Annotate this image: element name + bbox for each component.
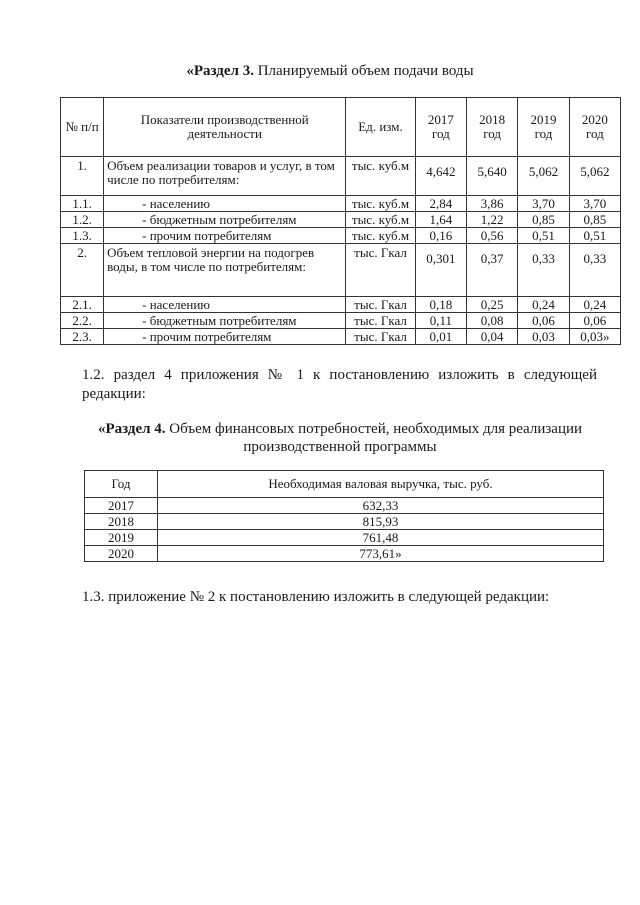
col-header-num: № п/п	[61, 98, 104, 157]
row-value-2017: 0,18	[415, 297, 466, 313]
row-value-2019: 0,06	[518, 313, 569, 329]
row-revenue: 815,93	[158, 514, 604, 530]
section3-title-rest: Планируемый объем подачи воды	[253, 63, 474, 79]
paragraph-1-3: 1.3. приложение № 2 к постановлению изложить в следующей редакции:	[82, 589, 550, 605]
row-name: - бюджетным потребителям	[104, 313, 346, 329]
row-value-2019: 5,062	[518, 157, 569, 196]
row-unit: тыс. Гкал	[346, 313, 415, 329]
row-year: 2019	[85, 530, 158, 546]
row-value-2020: 0,51	[569, 228, 620, 244]
row-value-2017: 4,642	[415, 157, 466, 196]
col-header-2018: 2018 год	[467, 98, 518, 157]
row-value-2020: 0,33	[569, 244, 620, 297]
col-header-year: Год	[85, 471, 158, 498]
row-value-2018: 1,22	[467, 212, 518, 228]
row-value-2017: 0,01	[415, 329, 466, 345]
row-unit: тыс. Гкал	[346, 297, 415, 313]
row-value-2019: 0,85	[518, 212, 569, 228]
row-unit: тыс. куб.м	[346, 212, 415, 228]
section4-title-rest: Объем финансовых потребностей, необходимых для реализации производственной программы	[165, 421, 583, 455]
row-name: Объем тепловой энергии на подогрев воды, в том числе по потребителям:	[104, 244, 346, 297]
table-row	[85, 546, 604, 562]
paragraph-1-2: 1.2. раздел 4 приложения № 1 к постановлению изложить в следующей редакции:	[82, 367, 597, 402]
row-value-2017: 2,84	[415, 196, 466, 212]
row-name: - населению	[104, 297, 346, 313]
row-num: 1.2.	[61, 212, 104, 228]
row-name: - прочим потребителям	[104, 329, 346, 345]
col-header-revenue: Необходимая валовая выручка, тыс. руб.	[158, 471, 604, 498]
row-year: 2020	[85, 546, 158, 562]
section4-title-bold: «Раздел 4.	[97, 421, 166, 437]
row-value-2018: 0,08	[467, 313, 518, 329]
row-value-2017: 0,11	[415, 313, 466, 329]
water-supply-table	[60, 97, 621, 345]
row-unit: тыс. куб.м	[346, 196, 415, 212]
row-revenue: 761,48	[158, 530, 604, 546]
section3-title	[80, 62, 580, 80]
row-value-2020: 0,03»	[569, 329, 620, 345]
table-row	[61, 212, 621, 228]
col-header-2019: 2019 год	[518, 98, 569, 157]
row-unit: тыс. куб.м	[346, 228, 415, 244]
table-row	[85, 514, 604, 530]
row-value-2018: 0,04	[467, 329, 518, 345]
table-header-row	[61, 98, 621, 157]
row-value-2019: 0,03	[518, 329, 569, 345]
row-value-2018: 3,86	[467, 196, 518, 212]
row-revenue: 773,61»	[158, 546, 604, 562]
row-value-2020: 5,062	[569, 157, 620, 196]
table-row	[61, 313, 621, 329]
row-unit: тыс. куб.м	[346, 157, 415, 196]
row-unit: тыс. Гкал	[346, 329, 415, 345]
revenue-table	[84, 470, 604, 562]
row-unit: тыс. Гкал	[346, 244, 415, 297]
row-name: Объем реализации товаров и услуг, в том числе по потребителям:	[104, 157, 346, 196]
table-row	[85, 530, 604, 546]
row-value-2018: 0,25	[467, 297, 518, 313]
row-name: - прочим потребителям	[104, 228, 346, 244]
row-value-2020: 0,24	[569, 297, 620, 313]
row-value-2019: 0,33	[518, 244, 569, 297]
row-value-2020: 0,06	[569, 313, 620, 329]
row-revenue: 632,33	[158, 498, 604, 514]
row-value-2020: 3,70	[569, 196, 620, 212]
col-header-2017: 2017 год	[415, 98, 466, 157]
row-value-2019: 0,24	[518, 297, 569, 313]
row-num: 1.3.	[61, 228, 104, 244]
row-name: - населению	[104, 196, 346, 212]
row-num: 2.3.	[61, 329, 104, 345]
row-value-2017: 1,64	[415, 212, 466, 228]
col-header-unit: Ед. изм.	[346, 98, 415, 157]
row-num: 2.1.	[61, 297, 104, 313]
row-num: 2.	[61, 244, 104, 297]
row-year: 2018	[85, 514, 158, 530]
table-row	[61, 157, 621, 196]
row-num: 2.2.	[61, 313, 104, 329]
row-value-2020: 0,85	[569, 212, 620, 228]
section3-title-bold: «Раздел 3.	[186, 63, 254, 79]
row-value-2018: 0,37	[467, 244, 518, 297]
row-value-2017: 0,16	[415, 228, 466, 244]
col-header-name: Показатели производственной деятельности	[104, 98, 346, 157]
row-value-2018: 5,640	[467, 157, 518, 196]
table-row	[85, 498, 604, 514]
row-name: - бюджетным потребителям	[104, 212, 346, 228]
section4-title	[90, 420, 590, 456]
row-value-2019: 3,70	[518, 196, 569, 212]
row-value-2018: 0,56	[467, 228, 518, 244]
table-header-row	[85, 471, 604, 498]
table-row	[61, 196, 621, 212]
row-num: 1.	[61, 157, 104, 196]
table-row	[61, 244, 621, 297]
table-row	[61, 228, 621, 244]
row-year: 2017	[85, 498, 158, 514]
table-row	[61, 297, 621, 313]
table-row	[61, 329, 621, 345]
row-value-2017: 0,301	[415, 244, 466, 297]
row-value-2019: 0,51	[518, 228, 569, 244]
col-header-2020: 2020 год	[569, 98, 620, 157]
row-num: 1.1.	[61, 196, 104, 212]
